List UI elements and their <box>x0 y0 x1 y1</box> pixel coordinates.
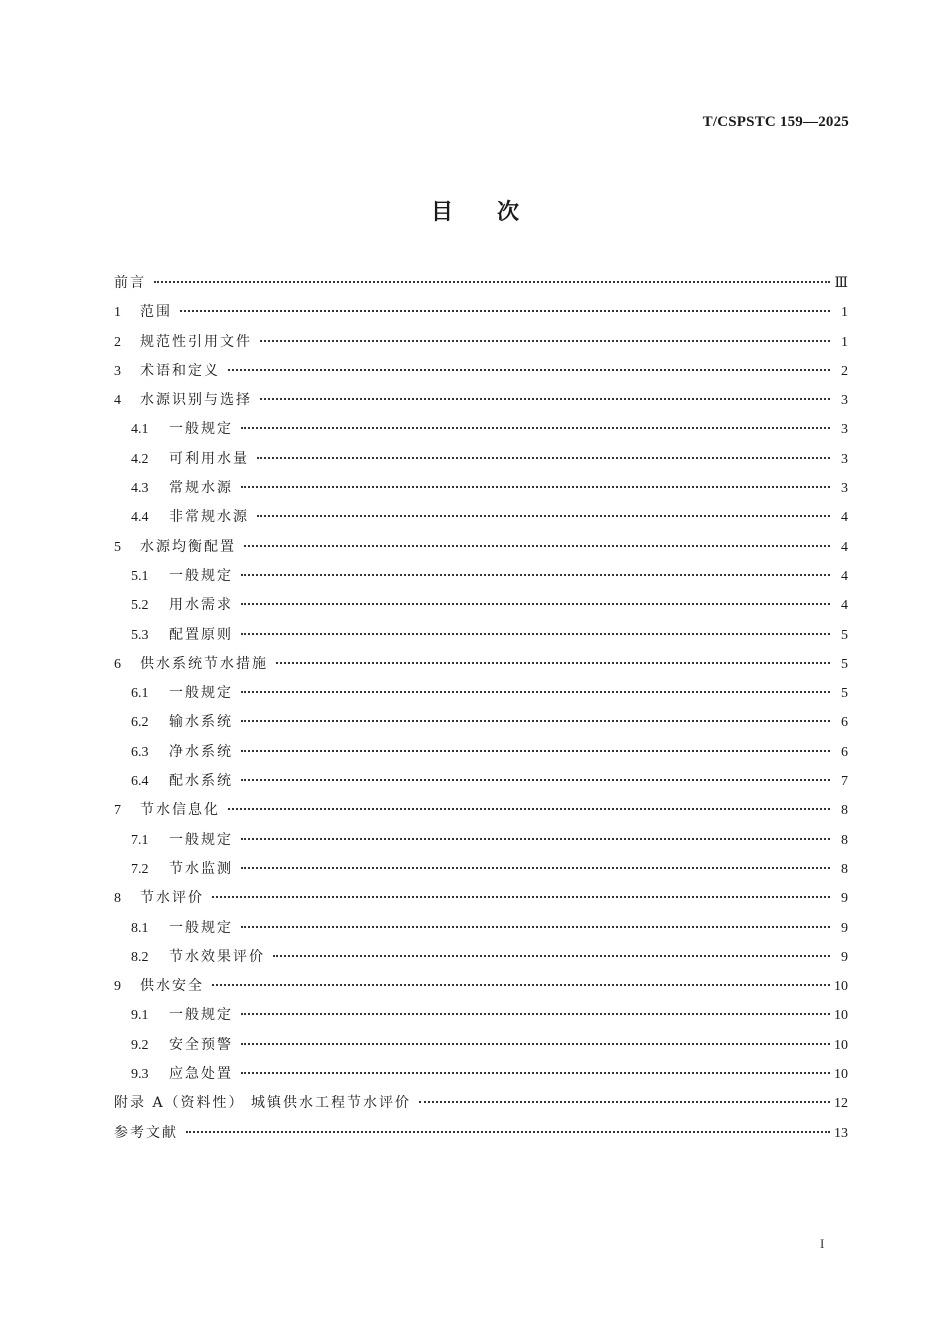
page-title: 目次 <box>430 200 563 225</box>
toc-entry-label: 水源识别与选择 <box>140 392 252 409</box>
toc-entry-number: 4.4 <box>131 510 149 526</box>
toc-entry-number: 9.1 <box>131 1008 149 1024</box>
toc-leader-dots <box>241 1072 830 1074</box>
toc-entry-label: 参考文献 <box>114 1124 178 1141</box>
toc-leader-dots <box>228 369 830 371</box>
toc-entry-number: 9.3 <box>131 1067 149 1083</box>
toc-entry-label: 配水系统 <box>169 773 233 790</box>
toc-leader-dots <box>276 662 830 664</box>
toc-entry-label: 应急处置 <box>169 1066 233 1083</box>
toc-entry-page: 6 <box>841 715 848 731</box>
toc-entry-page: Ⅲ <box>834 276 848 291</box>
toc-leader-dots <box>273 955 830 957</box>
toc-entry-label: 供水安全 <box>140 978 204 995</box>
toc-entry-label: 一般规定 <box>169 685 233 702</box>
toc-entry-page: 2 <box>841 363 848 379</box>
toc-entry-page: 13 <box>834 1125 848 1141</box>
toc-leader-dots <box>186 1131 830 1133</box>
toc-leader-dots <box>154 281 830 283</box>
toc-leader-dots <box>241 1043 830 1045</box>
toc-entry-label: 一般规定 <box>169 421 233 438</box>
toc-leader-dots <box>228 808 830 810</box>
toc-entry[interactable] <box>114 445 848 474</box>
toc-entry-label: 水源均衡配置 <box>140 538 236 555</box>
toc-entry-label: 净水系统 <box>169 743 233 760</box>
toc-entry-page: 4 <box>841 510 848 526</box>
toc-entry[interactable] <box>114 796 848 825</box>
toc-entry[interactable] <box>114 328 848 357</box>
toc-entry-page: 10 <box>834 1037 848 1053</box>
toc-entry-label: 供水系统节水措施 <box>140 655 268 672</box>
toc-leader-dots <box>241 838 830 840</box>
toc-entry-number: 5 <box>114 539 121 555</box>
toc-entry-label: 术语和定义 <box>140 362 220 379</box>
toc-entry[interactable] <box>114 357 848 386</box>
toc-entry-number: 6.2 <box>131 715 149 731</box>
toc-entry[interactable] <box>114 914 848 943</box>
toc-entry-page: 9 <box>841 949 848 965</box>
toc-entry-label: 节水效果评价 <box>169 948 265 965</box>
toc-entry[interactable] <box>114 503 848 532</box>
toc-entry-label: 前言 <box>114 275 146 291</box>
toc-entry-number: 2 <box>114 334 121 350</box>
toc-entry-number: 6 <box>114 656 121 672</box>
toc-entry-number: 7.1 <box>131 832 149 848</box>
toc-entry-page: 5 <box>841 686 848 702</box>
toc-entry-label: 节水监测 <box>169 860 233 877</box>
toc-entry[interactable] <box>114 298 848 327</box>
toc-entry-number: 6.3 <box>131 744 149 760</box>
toc-entry-number: 4 <box>114 393 121 409</box>
toc-leader-dots <box>260 398 830 400</box>
toc-entry-label: 一般规定 <box>169 567 233 584</box>
toc-entry[interactable] <box>114 708 848 737</box>
toc-leader-dots <box>257 515 830 517</box>
toc-entry-number: 4.1 <box>131 422 149 438</box>
toc-entry-page: 10 <box>834 1067 848 1083</box>
toc-leader-dots <box>241 867 830 869</box>
toc-entry[interactable] <box>114 269 848 298</box>
toc-entry-page: 4 <box>841 539 848 555</box>
toc-entry-label: 一般规定 <box>169 831 233 848</box>
toc-entry[interactable] <box>114 972 848 1001</box>
toc-entry-label: 配置原则 <box>169 626 233 643</box>
toc-entry[interactable] <box>114 767 848 796</box>
toc-entry-label: 安全预警 <box>169 1036 233 1053</box>
toc-entry-page: 4 <box>841 598 848 614</box>
toc-entry-number: 8 <box>114 891 121 907</box>
toc-entry-number: 1 <box>114 305 121 321</box>
toc-entry-label: 范围 <box>140 304 172 321</box>
toc-entry-page: 3 <box>841 393 848 409</box>
toc-entry-page: 4 <box>841 568 848 584</box>
toc-entry-number: 5.2 <box>131 598 149 614</box>
toc-entry-page: 9 <box>841 891 848 907</box>
toc-entry-number: 9.2 <box>131 1037 149 1053</box>
toc-leader-dots <box>241 603 830 605</box>
toc-entry-label: 可利用水量 <box>169 450 249 467</box>
toc-entry-label: 常规水源 <box>169 480 233 497</box>
toc-leader-dots <box>241 633 830 635</box>
toc-entry[interactable] <box>114 474 848 503</box>
toc-entry[interactable] <box>114 826 848 855</box>
toc-leader-dots <box>241 486 830 488</box>
toc-leader-dots <box>241 779 830 781</box>
toc-entry-page: 10 <box>834 979 848 995</box>
toc-entry-number: 8.1 <box>131 920 149 936</box>
toc-entry[interactable] <box>114 591 848 620</box>
toc-entry-number: 5.1 <box>131 568 149 584</box>
toc-entry[interactable] <box>114 1060 848 1089</box>
toc-entry-number: 7 <box>114 803 121 819</box>
toc-entry-page: 8 <box>841 832 848 848</box>
toc-entry-number: 9 <box>114 979 121 995</box>
toc-entry-page: 6 <box>841 744 848 760</box>
toc-entry-label: 输水系统 <box>169 714 233 731</box>
toc-leader-dots <box>212 984 830 986</box>
toc-entry[interactable] <box>114 562 848 591</box>
toc-entry-number: 4.2 <box>131 451 149 467</box>
toc-entry-number: 5.3 <box>131 627 149 643</box>
toc-entry-label: 用水需求 <box>169 597 233 614</box>
toc-leader-dots <box>180 310 830 312</box>
toc-entry[interactable] <box>114 943 848 972</box>
toc-entry[interactable] <box>114 1001 848 1030</box>
toc-entry[interactable] <box>114 855 848 884</box>
toc-entry-number: 3 <box>114 363 121 379</box>
toc-entry[interactable] <box>114 679 848 708</box>
toc-entry-number: 6.4 <box>131 774 149 790</box>
toc-entry-page: 5 <box>841 627 848 643</box>
toc-entry-label: 一般规定 <box>169 919 233 936</box>
toc-leader-dots <box>241 691 830 693</box>
toc-entry-label: 一般规定 <box>169 1007 233 1024</box>
toc-entry-label: 节水信息化 <box>140 802 220 819</box>
toc-entry-number: 7.2 <box>131 861 149 877</box>
toc-entry[interactable] <box>114 1031 848 1060</box>
toc-entry-label: 节水评价 <box>140 890 204 907</box>
toc-entry-page: 1 <box>841 334 848 350</box>
toc-entry-page: 12 <box>834 1096 848 1112</box>
table-of-contents <box>114 269 848 1148</box>
toc-entry[interactable] <box>114 884 848 913</box>
toc-leader-dots <box>241 720 830 722</box>
toc-entry-page: 10 <box>834 1008 848 1024</box>
toc-entry-number: 4.3 <box>131 481 149 497</box>
toc-leader-dots <box>241 926 830 928</box>
toc-entry[interactable] <box>114 533 848 562</box>
toc-leader-dots <box>257 457 830 459</box>
toc-entry-page: 9 <box>841 920 848 936</box>
toc-leader-dots <box>241 574 830 576</box>
toc-leader-dots <box>241 427 830 429</box>
toc-entry-label: 规范性引用文件 <box>140 333 252 350</box>
toc-leader-dots <box>241 1013 830 1015</box>
toc-entry-page: 8 <box>841 803 848 819</box>
toc-entry[interactable] <box>114 1089 848 1118</box>
toc-entry-number: 8.2 <box>131 949 149 965</box>
toc-leader-dots <box>241 750 830 752</box>
toc-entry-page: 8 <box>841 861 848 877</box>
toc-entry[interactable] <box>114 1119 848 1148</box>
toc-entry-label: 非常规水源 <box>169 509 249 526</box>
toc-entry[interactable] <box>114 650 848 679</box>
toc-entry-page: 1 <box>841 305 848 321</box>
toc-entry-number: 6.1 <box>131 686 149 702</box>
toc-leader-dots <box>244 545 830 547</box>
toc-leader-dots <box>212 896 830 898</box>
document-code: T/CSPSTC 159—2025 <box>702 114 849 130</box>
toc-entry[interactable] <box>114 415 848 444</box>
page-number: I <box>820 1236 825 1251</box>
toc-leader-dots <box>260 340 830 342</box>
toc-leader-dots <box>419 1101 830 1103</box>
toc-entry-page: 3 <box>841 481 848 497</box>
toc-entry-page: 5 <box>841 656 848 672</box>
toc-entry[interactable] <box>114 386 848 415</box>
toc-entry[interactable] <box>114 738 848 767</box>
toc-entry-page: 7 <box>841 774 848 790</box>
toc-entry-page: 3 <box>841 422 848 438</box>
toc-entry-page: 3 <box>841 451 848 467</box>
toc-entry-label: 附录 A（资料性） 城镇供水工程节水评价 <box>114 1095 412 1112</box>
toc-entry[interactable] <box>114 621 848 650</box>
